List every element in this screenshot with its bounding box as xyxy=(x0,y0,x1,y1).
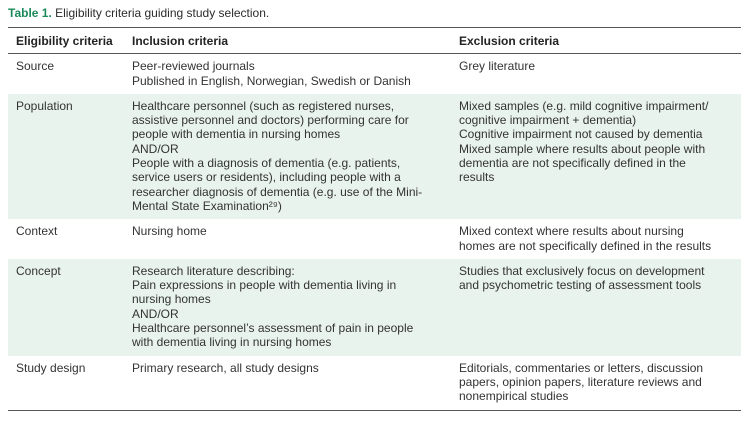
inclusion-line: Healthcare personnel (such as registered nurses, xyxy=(132,98,395,113)
cell-inclusion-criteria xyxy=(124,219,451,259)
header-row xyxy=(8,28,741,54)
header-exclusion-criteria: Exclusion criteria xyxy=(451,28,741,54)
cell-eligibility-criteria: Context xyxy=(16,224,58,239)
table-row xyxy=(8,259,741,356)
header-eligibility-criteria: Eligibility criteria xyxy=(8,28,124,54)
inclusion-line: Published in English, Norwegian, Swedish or Danish xyxy=(132,73,411,88)
table-caption xyxy=(8,6,269,21)
cell-exclusion-criteria xyxy=(451,356,741,410)
exclusion-line: dementia are not specifically defined in the xyxy=(459,156,686,171)
header-inclusion-criteria: Inclusion criteria xyxy=(124,28,451,54)
inclusion-line: service users or residents), including people with a xyxy=(132,170,401,185)
inclusion-line: Nursing home xyxy=(132,224,207,239)
cell-exclusion-criteria xyxy=(451,54,741,94)
caption-title: Eligibility criteria guiding study selection. xyxy=(55,6,270,20)
exclusion-line: Mixed samples (e.g. mild cognitive impairment/ xyxy=(459,98,709,113)
table-row xyxy=(8,219,741,259)
inclusion-line: people with dementia in nursing homes xyxy=(132,127,341,142)
exclusion-line: Grey literature xyxy=(459,59,536,74)
table-row xyxy=(8,54,741,94)
inclusion-line: Pain expressions in people with dementia living in xyxy=(132,278,397,293)
caption-label: Table 1. xyxy=(8,6,52,20)
table-row xyxy=(8,356,741,410)
inclusion-line: researcher diagnosis of dementia (e.g. use of the Mini- xyxy=(132,184,423,199)
exclusion-line: cognitive impairment + dementia) xyxy=(459,113,637,128)
exclusion-line: homes are not specifically defined in the results xyxy=(459,238,712,253)
table-body xyxy=(8,54,741,410)
inclusion-line: AND/OR xyxy=(132,306,179,321)
inclusion-line: People with a diagnosis of dementia (e.g. patients, xyxy=(132,156,401,171)
exclusion-line: Cognitive impairment not caused by dementia xyxy=(459,127,703,142)
exclusion-line: papers, opinion papers, literature reviews and xyxy=(459,374,702,389)
cell-inclusion-criteria xyxy=(124,259,451,356)
cell-exclusion-criteria xyxy=(451,219,741,259)
inclusion-line: with dementia living in nursing homes xyxy=(132,335,332,350)
eligibility-table xyxy=(8,27,741,411)
cell-eligibility-criteria: Concept xyxy=(8,259,124,356)
table-row xyxy=(8,94,741,219)
inclusion-line: nursing homes xyxy=(132,292,211,307)
exclusion-line: and psychometric testing of assessment tools xyxy=(459,278,702,293)
exclusion-line: Mixed sample where results about people with xyxy=(459,141,706,156)
inclusion-line: Mental State Examination²⁹) xyxy=(132,198,282,213)
inclusion-line: AND/OR xyxy=(132,141,179,156)
cell-eligibility-criteria: Source xyxy=(16,59,55,74)
inclusion-line: assistive personnel and doctors) performing care for xyxy=(132,113,409,128)
cell-inclusion-criteria xyxy=(124,356,451,410)
cell-exclusion-criteria xyxy=(451,94,741,219)
cell-exclusion-criteria xyxy=(451,259,741,356)
exclusion-line: Studies that exclusively focus on development xyxy=(459,263,705,278)
exclusion-line: Mixed context where results about nursing xyxy=(459,224,684,239)
cell-eligibility-criteria: Population xyxy=(8,94,124,219)
inclusion-line: Peer-reviewed journals xyxy=(132,59,255,74)
exclusion-line: Editorials, commentaries or letters, discussion xyxy=(459,360,704,375)
inclusion-line: Research literature describing: xyxy=(132,263,295,278)
cell-eligibility-criteria: Study design xyxy=(8,356,124,410)
exclusion-line: nonempirical studies xyxy=(459,389,569,404)
inclusion-line: Primary research, all study designs xyxy=(132,360,319,375)
cell-inclusion-criteria xyxy=(124,94,451,219)
cell-inclusion-criteria xyxy=(124,54,451,94)
exclusion-line: results xyxy=(459,170,495,185)
inclusion-line: Healthcare personnel’s assessment of pain in people xyxy=(132,321,414,336)
